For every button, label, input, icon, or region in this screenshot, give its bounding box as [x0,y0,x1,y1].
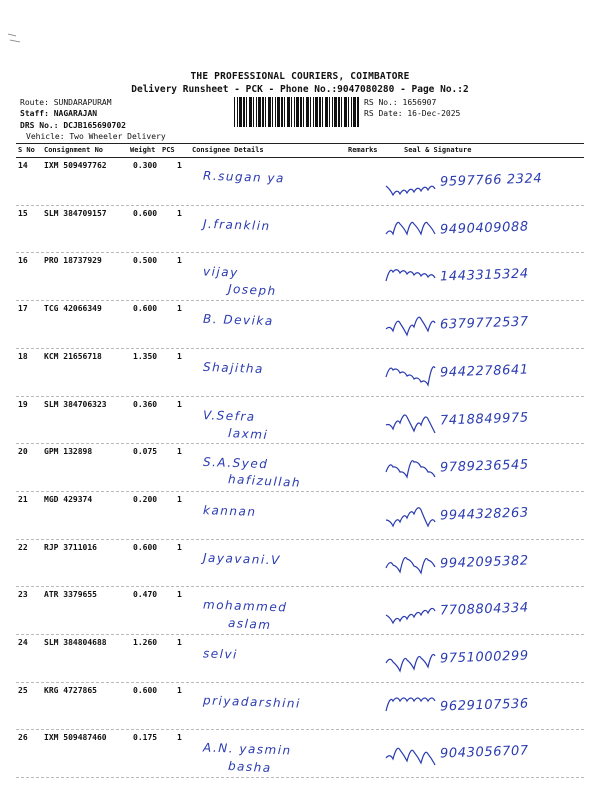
row-weight: 0.600 [133,542,158,552]
row-consignment-no: MGD 429374 [44,494,93,504]
row-consignee-name: V.Sefra [202,407,256,424]
route-label: Route: [20,98,49,107]
row-sno: 18 [18,351,28,361]
row-receiver-phone: 7708804334 [439,600,529,619]
row-weight: 0.200 [133,494,158,504]
row-weight: 0.470 [133,590,158,600]
row-consignment-no: KCM 21656718 [44,351,102,361]
row-consignment-no: IXM 509487460 [44,733,107,743]
row-sno: 21 [18,494,28,504]
row-sno: 19 [18,399,28,409]
row-pcs: 1 [177,494,182,504]
row-sno: 16 [18,256,28,266]
row-sno: 25 [18,685,28,695]
row-signature-scribble [386,216,438,250]
row-receiver-phone: 9043056707 [439,743,529,762]
row-signature-scribble [386,740,438,774]
column-header-weight: Weight [130,146,156,154]
route-value: SUNDARAPURAM [53,98,112,107]
column-header-consignee: Consignee Details [192,146,264,154]
row-weight: 0.075 [133,447,158,457]
staff-label: Staff: [20,109,49,118]
row-signature-scribble [386,693,438,727]
row-pcs: 1 [177,542,182,552]
row-signature-scribble [386,454,438,488]
row-separator [16,205,584,206]
row-signature-scribble [386,597,438,631]
row-consignee-name-line2: basha [227,759,273,776]
row-receiver-phone: 9789236545 [439,457,529,476]
row-pcs: 1 [177,208,182,218]
rs-date-line [364,109,460,118]
row-separator [16,252,584,253]
rs-no-value: 1656907 [402,98,437,107]
row-receiver-phone: 6379772537 [439,314,529,333]
row-receiver-phone: 9597766 2324 [439,171,543,190]
row-pcs: 1 [177,399,182,409]
row-consignee-name: mohammed [202,597,288,615]
row-separator [16,729,584,730]
row-signature-scribble [386,550,438,584]
row-separator [16,777,584,778]
row-separator [16,348,584,349]
row-consignment-no: SLM 384706323 [44,399,107,409]
row-weight: 0.175 [133,733,158,743]
row-sno: 22 [18,542,28,552]
row-weight: 1.260 [133,638,158,647]
runsheet-barcode [234,97,360,127]
row-weight: 0.600 [133,208,158,218]
staff-value: NAGARAJAN [53,109,98,118]
row-sno: 17 [18,304,28,314]
row-pcs: 1 [177,161,182,170]
row-consignee-name: Jayavani.V [202,550,281,567]
row-pcs: 1 [177,256,182,266]
row-consignment-no: TCG 42066349 [44,304,102,314]
row-weight: 0.500 [133,256,158,266]
row-signature-scribble [386,263,438,297]
row-consignee-name: S.A.Syed [202,455,269,472]
row-consignment-no: GPM 132898 [44,447,93,457]
drs-line [20,121,126,130]
rs-date-label: RS Date: [364,109,403,118]
row-sno: 15 [18,208,28,218]
row-pcs: 1 [177,304,182,314]
row-consignee-name: vijay [202,264,239,281]
row-consignee-name: B. Devika [202,311,274,329]
row-consignee-name: priyadarshini [202,692,302,711]
rs-no-line [364,98,436,107]
header-rule-bottom [16,157,584,158]
row-weight: 0.360 [133,399,158,409]
row-sno: 23 [18,590,28,600]
row-pcs: 1 [177,447,182,457]
row-consignee-name: selvi [202,646,239,662]
row-separator [16,443,584,444]
row-pcs: 1 [177,733,182,743]
row-consignee-name-line2: Joseph [227,282,278,299]
row-separator [16,491,584,492]
row-separator [16,634,584,635]
row-sno: 24 [18,638,28,647]
column-header-consignment: Consignment No [44,146,104,154]
row-signature-scribble [386,407,438,441]
drs-value: DCJB165690702 [63,121,126,130]
row-consignee-name: kannan [202,502,257,519]
staff-line [20,109,97,118]
rs-date-value: 16-Dec-2025 [407,109,461,118]
row-consignment-no: SLM 384709157 [44,208,107,218]
row-pcs: 1 [177,638,182,647]
row-pcs: 1 [177,685,182,695]
row-signature-scribble [386,168,438,202]
row-separator [16,586,584,587]
row-receiver-phone: 1443315324 [439,266,529,285]
row-consignee-name: R.sugan ya [202,168,286,186]
row-receiver-phone: 9942095382 [439,553,529,572]
column-header-remarks: Remarks [348,146,378,154]
row-signature-scribble [386,359,438,393]
header-rule-top [16,143,584,144]
row-consignee-name-line2: hafizullah [227,472,302,491]
row-consignment-no: PRO 18737929 [44,256,102,266]
row-sno: 14 [18,161,28,170]
row-pcs: 1 [177,351,182,361]
column-header-sno: S No [18,146,35,154]
row-receiver-phone: 9944328263 [439,505,529,524]
row-separator [16,396,584,397]
row-weight: 0.300 [133,161,158,170]
row-consignment-no: IXM 509497762 [44,161,107,170]
route-line [20,98,112,107]
row-separator [16,539,584,540]
runsheet-subtitle: Delivery Runsheet - PCK - Phone No.:9047080280 - Page No.:2 [131,84,469,95]
row-signature-scribble [386,311,438,345]
row-sno: 20 [18,447,28,457]
row-consignee-name: J.franklin [202,216,271,233]
row-weight: 0.600 [133,685,158,695]
row-weight: 1.350 [133,351,158,361]
row-pcs: 1 [177,590,182,600]
row-consignment-no: RJP 3711016 [44,542,97,552]
company-title: THE PROFESSIONAL COURIERS, COIMBATORE [190,71,410,82]
row-receiver-phone: 7418849975 [439,409,529,429]
column-header-pcs: PCS [162,146,175,154]
rs-no-label: RS No.: [364,98,398,107]
drs-label: DRS No.: [20,121,59,130]
row-receiver-phone: 9490409088 [439,219,529,238]
row-consignment-no: SLM 384804688 [44,638,107,647]
vehicle-line [26,132,166,141]
row-consignee-name-line2: laxmi [227,425,269,442]
column-header-seal: Seal & Signature [404,146,472,154]
row-separator [16,682,584,683]
row-consignee-name: Shajitha [202,359,265,376]
row-weight: 0.600 [133,304,158,314]
row-signature-scribble [386,645,438,679]
row-consignee-name: A.N. yasmin [202,740,292,758]
row-separator [16,300,584,301]
row-receiver-phone: 9751000299 [439,648,529,667]
row-consignee-name-line2: aslam [227,616,272,633]
vehicle-value: Two Wheeler Delivery [69,132,166,141]
row-sno: 26 [18,733,28,743]
vehicle-label: Vehicle: [26,132,65,141]
row-receiver-phone: 9442278641 [439,362,529,381]
row-consignment-no: ATR 3379655 [44,590,97,600]
row-receiver-phone: 9629107536 [439,696,529,715]
scan-artifact-mark [6,30,26,44]
row-consignment-no: KRG 4727865 [44,685,97,695]
row-signature-scribble [386,502,438,536]
